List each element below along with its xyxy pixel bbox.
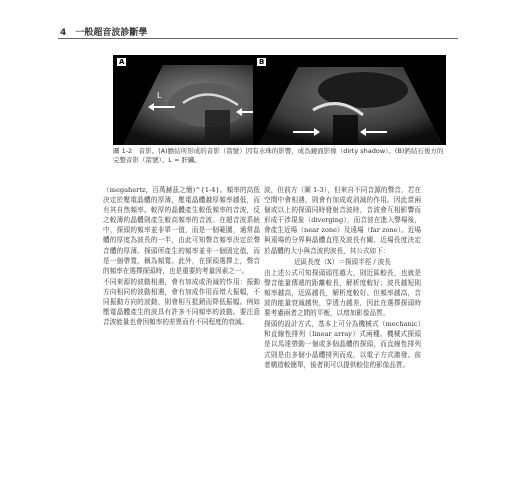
- right-text-column: [264, 185, 421, 371]
- page-number: 4: [60, 28, 67, 38]
- panel-tag-b: B: [259, 58, 265, 66]
- figure-caption: 圖 1-2 音影。(A)膽結所形成的音影（箭號）因有水珠的影響，成為鏡面影像（dirty shadow）。(B)鈣結石後方的完整音影（箭號）。L = 肝臟。: [113, 147, 444, 164]
- liver-label: L: [157, 91, 162, 100]
- paragraph: 探頭的設計方式，基本上可分為機械式（mechanic）和直線性排列（linear array）式兩種。機械式探頭是以馬達帶動一個或多個晶體的探頭，而直線性排列式則是由多個小晶體排列而成，以電子方式激發。前者構造較簡單，後者則可以提供較佳的影像品質。: [264, 320, 421, 369]
- panel-tag-a: A: [119, 58, 125, 66]
- header-rule: [58, 38, 458, 39]
- formula-line: 近區長度（X）＝探頭半徑 / 波長: [294, 257, 391, 266]
- paragraph: 由上述公式可知探頭頭徑越大，則近區較長，也就是聲音能量傳遞的距離較長，解析度較好；波長越短則頻率越高，近區越長，解析度較好。但頻率越高，音波的能量衰減越快，穿透力越差，因此在選擇探頭時要考慮兩者之間的平衡，以增加影像品質。: [264, 268, 421, 318]
- paragraph: 波，但前方（圖 1-3），但來自不同音源的聲音，若在空間中會相遇，則會有加成或消減的作用。因此當兩個或以上的探頭同時發射音波時，音波會互相影響而形成干涉現象（diverging），而音波在進入聲場後，會產生近場（near zone）及遠場（far zone）。近場與遠場的分界與晶體直徑及波長有關，近場長度決定於晶體的大小與音波的波長，其公式如下：: [264, 186, 421, 255]
- ultrasound-texture-b: [253, 55, 446, 145]
- paragraph: 不同來源的波動相遇，會有加成或消減的作用：振動方向相同的波動相遇，會有加成作用而增大振幅，不同振動方向的波動，則會相互抵銷而降低振幅。例如壓電晶體產生的波具有許多不同頻率的波動。要注意音波能量也會因頻率的差異而有不同程度的衰減。: [103, 277, 260, 327]
- running-header: [60, 25, 147, 38]
- ultrasound-image-b: [253, 55, 446, 145]
- arrow-icon: [293, 131, 315, 133]
- arrow-icon: [153, 106, 175, 108]
- arrow-icon: [365, 131, 387, 133]
- left-text-column: [103, 185, 260, 328]
- book-title: 一般超音波診斷學: [75, 28, 148, 38]
- paragraph: （megahertz，百萬赫茲之簡)^{1-4}。頻率的高低決定於壓電晶體的厚薄，壓電晶體越厚頻率越低，而有其自然頻率。較厚的晶體產生較低頻率的音波，反之較薄的晶體則產生較高頻率的音波。在超音波系統中，探頭的頻率並非單一值，而是一個範圍，通常晶體的厚度為波長的一半，由此可知聲音頻率決定於聲音體的厚薄。探頭所產生的頻率並非一個固定值，而是一個帶寬，稱為頻寬。此外，在探頭選擇上，聲音的頻率在選擇探頭時，也是重要的考量因素之一。: [103, 186, 260, 275]
